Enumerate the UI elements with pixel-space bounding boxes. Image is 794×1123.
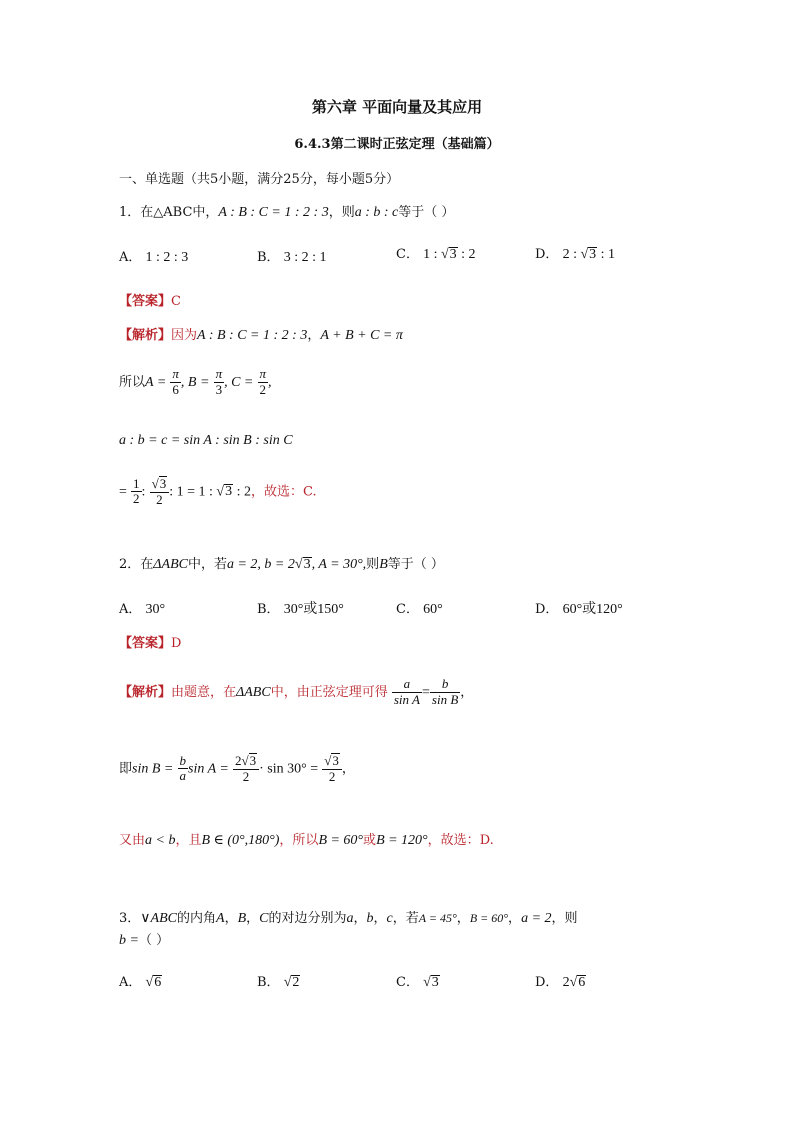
q2-answer: 【答案】D bbox=[119, 636, 182, 651]
section-title: 6.4.3第二课时正弦定理（基础篇） bbox=[294, 137, 500, 152]
question-number: 2． bbox=[119, 557, 141, 572]
q2-option-d[interactable]: D． 60°或120° bbox=[535, 602, 623, 617]
q1-option-a[interactable]: A． 1 : 2 : 3 bbox=[119, 250, 189, 265]
q1-option-c[interactable]: C． 1 : √3 : 2 bbox=[396, 247, 476, 262]
q1-answer: 【答案】C bbox=[119, 294, 181, 309]
question-3-stem: 3．∨ABC的内角A，B，C的对边分别为a，b，c，若A = 45°，B = 60°，a = 2，则 bbox=[119, 911, 578, 926]
q3-option-c[interactable]: C． √3 bbox=[396, 975, 439, 990]
question-1-stem: 1．在△ABC中，A : B : C = 1 : 2 : 3，则a : b : c等于（ ） bbox=[119, 205, 455, 220]
question-number: 3． bbox=[119, 911, 141, 926]
q3-option-d[interactable]: D． 2√6 bbox=[535, 975, 586, 990]
question-number: 1． bbox=[119, 205, 141, 220]
q1-option-d[interactable]: D． 2 : √3 : 1 bbox=[535, 247, 616, 262]
q1-option-b[interactable]: B． 3 : 2 : 1 bbox=[257, 250, 327, 265]
q1-analysis-line2: 所以A = $\frac{\pi}{6}$ , B = $\frac{\pi}{3}$ , C = $\frac{\pi}{2}$ , bbox=[119, 366, 272, 397]
q2-option-b[interactable]: B． 30°或150° bbox=[257, 602, 344, 617]
q3-option-b[interactable]: B． √2 bbox=[257, 975, 300, 990]
question-3-stem-line2: b =（ ） bbox=[119, 933, 170, 948]
section-heading: 一、单选题（共5小题，满分25分，每小题5分） bbox=[119, 172, 400, 187]
q1-analysis-line4: = $\frac{1}{2}$ : $\frac{√3}{2}$ : 1 = 1 : √3 : 2，故选：C. bbox=[119, 475, 317, 507]
q1-analysis-line1: 【解析】因为A : B : C = 1 : 2 : 3，A + B + C = π bbox=[119, 328, 403, 343]
q2-analysis-line2: 即sin B = $\frac{b}{a}$ sin A = $\frac{2√3}{2}$ · sin 30° = $\frac{√3}{2}$ ， bbox=[119, 752, 355, 784]
q3-option-a[interactable]: A． √6 bbox=[119, 975, 162, 990]
chapter-title: 第六章 平面向量及其应用 bbox=[311, 98, 483, 116]
q2-option-a[interactable]: A． 30° bbox=[119, 602, 166, 617]
q1-analysis-line3: a : b = c = sin A : sin B : sin C bbox=[119, 433, 293, 448]
q2-option-c[interactable]: C． 60° bbox=[396, 602, 443, 617]
q2-analysis-line3: 又由a < b，且B ∈ (0°,180°)，所以B = 60°或B = 120°，故选：D. bbox=[119, 833, 494, 848]
q2-analysis-line1: 【解析】由题意，在ΔABC中，由正弦定理可得 $\frac{a}{\text{sin A}}$ = $\frac{b}{\text{sin B}}$ ， bbox=[119, 676, 474, 707]
question-2-stem: 2．在ΔABC中，若a = 2, b = 2√3, A = 30°,则B等于（ ） bbox=[119, 557, 444, 572]
